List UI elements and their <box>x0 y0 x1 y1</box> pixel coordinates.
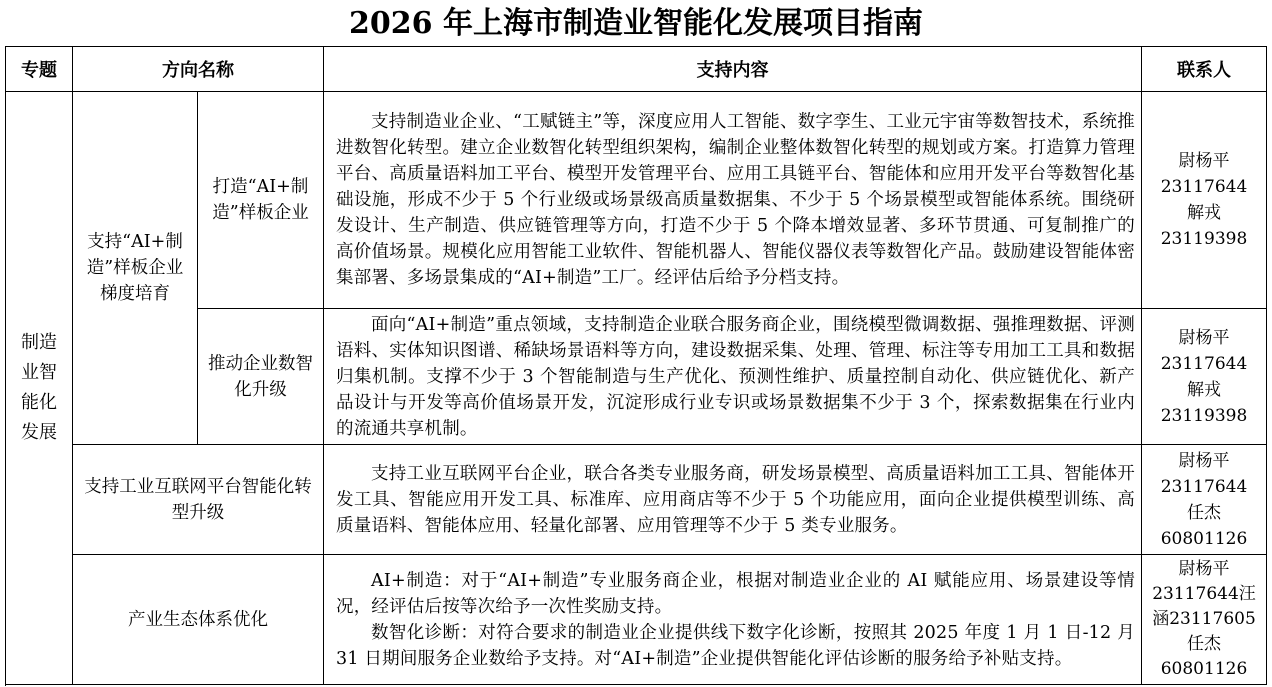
contact-line: 23119398 <box>1160 405 1248 426</box>
table-row <box>6 92 1267 309</box>
content-cell <box>324 92 1142 309</box>
contact-line: 60801126 <box>1160 659 1248 679</box>
contact-line: 任杰 <box>1187 634 1221 654</box>
contact-line: 23117644 <box>1160 476 1248 497</box>
content-text: 支持制造业企业、“工赋链主”等，深度应用人工智能、数字孪生、工业元宇宙等数智技术，系统推进数智化转型。建立企业数智化转型组织架构，编制企业整体数智化转型的规划或方案。打造算力管理平台、高质量语料加工平台、模型开发管理平台、应用工具链平台、智能体和应用开发平台等数智化基础设施，形成不少于 5 个行业级或场景级高质量数据集、不少于 5 个场景模型或智能体系统。围绕研发设计、生产制造、供应链管理等方向，打造不少于 5 个降本增效显著、多环节贯通、可复制推广的高价值场景。规模化应用智能工业软件、智能机器人、智能仪器仪表等数智化产品。鼓励建设智能体密集部署、多场景集成的“AI+制造”工厂。经评估后给予分档支持。 <box>336 112 1135 288</box>
contact-line: 23117644 <box>1160 353 1248 374</box>
contact-line: 23117644 <box>1160 177 1248 197</box>
page-title: 2026 年上海市制造业智能化发展项目指南 <box>349 6 923 41</box>
contact-line: 23117644汪 <box>1152 584 1256 604</box>
contact-cell <box>1142 445 1267 555</box>
direction-cell <box>73 555 324 685</box>
content-cell <box>324 555 1142 685</box>
content-text: 面向“AI+制造”重点领域，支持制造企业联合服务商企业，围绕模型微调数据、强推理数据、评测语料、实体知识图谱、稀缺场景语料等方向，建设数据采集、处理、管理、标注等专用加工工具和数据归集机制。支撑不少于 3 个智能制造与生产优化、预测性维护、质量控制自动化、供应链优化、新产品设计与开发等高价值场景开发，沉淀形成行业专识或场景数据集不少于 3 个，探索数据集在行业内的流通共享机制。 <box>336 314 1135 439</box>
content-cell <box>324 445 1142 555</box>
header-row <box>6 47 1267 92</box>
contact-line: 解戎 <box>1187 379 1221 400</box>
content-cell <box>324 309 1142 445</box>
content-text: 数智化诊断：对符合要求的制造业企业提供线下数字化诊断，按照其 2025 年度 1 月 1 日-12 月 31 日期间服务企业数给予支持。对“AI+制造”企业提供智能化评估诊断的服务给予补贴支持。 <box>336 622 1135 669</box>
contact-cell <box>1142 92 1267 309</box>
contact-cell <box>1142 555 1267 685</box>
topic-cell <box>6 92 73 685</box>
direction-label: 产业生态体系优化 <box>128 609 268 630</box>
contact-line: 涵23117605 <box>1152 609 1256 629</box>
header-content: 支持内容 <box>324 47 1142 92</box>
direction-label: 打造“AI+制造”样板企业 <box>212 177 309 223</box>
direction-cell <box>73 445 324 555</box>
header-topic: 专题 <box>6 47 73 92</box>
contact-line: 任杰 <box>1187 502 1221 523</box>
guide-table <box>5 46 1267 685</box>
header-contact: 联系人 <box>1142 47 1267 92</box>
contact-line: 尉杨平 <box>1178 151 1230 171</box>
contact-line: 尉杨平 <box>1178 559 1230 579</box>
contact-cell <box>1142 309 1267 445</box>
contact-line: 尉杨平 <box>1178 327 1230 348</box>
direction-label: 推动企业数智化升级 <box>208 353 313 400</box>
contact-line: 解戎 <box>1187 203 1221 223</box>
contact-line: 尉杨平 <box>1178 450 1230 471</box>
group-cell <box>73 92 198 445</box>
contact-line: 60801126 <box>1160 528 1248 549</box>
content-text: AI+制造：对于“AI+制造”专业服务商企业，根据对制造业企业的 AI 赋能应用、场景建设等情况，经评估后按等次给予一次性奖励支持。 <box>336 570 1135 617</box>
table-row <box>6 445 1267 555</box>
header-direction: 方向名称 <box>73 47 324 92</box>
table-row <box>6 555 1267 685</box>
direction-cell <box>198 309 324 445</box>
content-text: 支持工业互联网平台企业，联合各类专业服务商，研发场景模型、高质量语料加工工具、智能体开发工具、智能应用开发工具、标准库、应用商店等不少于 5 个功能应用，面向企业提供模型训练、高质量语料、智能体应用、轻量化部署、应用管理等不少于 5 类专业服务。 <box>336 463 1135 536</box>
contact-line: 23119398 <box>1160 229 1248 249</box>
topic-label: 制造业智能化发展 <box>21 332 57 443</box>
group-label: 支持“AI+制造”样板企业梯度培育 <box>86 232 184 304</box>
direction-label: 支持工业互联网平台智能化转型升级 <box>84 476 312 523</box>
direction-cell <box>198 92 324 309</box>
